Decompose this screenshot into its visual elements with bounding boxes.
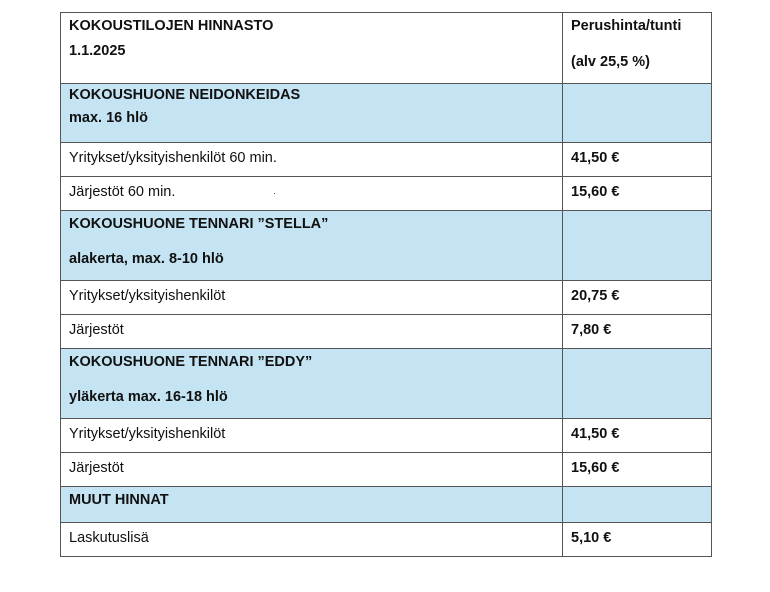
row-label: Järjestöt bbox=[69, 460, 124, 476]
row-label: Yritykset/yksityishenkilöt bbox=[69, 288, 226, 304]
row-price: 41,50 € bbox=[571, 426, 620, 442]
section-row-eddy bbox=[61, 349, 712, 419]
section-row-stella bbox=[61, 211, 712, 281]
row-label: Järjestöt bbox=[69, 322, 124, 338]
vat-note: (alv 25,5 %) bbox=[571, 54, 650, 70]
section-row-neidonkeidas bbox=[61, 84, 712, 143]
row-price: 7,80 € bbox=[571, 322, 612, 338]
section-detail: alakerta, max. 8-10 hlö bbox=[69, 251, 224, 267]
section-empty-cell bbox=[563, 84, 712, 143]
row-label: Yritykset/yksityishenkilöt bbox=[69, 426, 226, 442]
section-detail: yläkerta max. 16-18 hlö bbox=[69, 389, 228, 405]
stray-dot bbox=[274, 193, 275, 194]
section-name: MUUT HINNAT bbox=[69, 492, 169, 508]
table-row bbox=[61, 143, 712, 177]
row-label: Yritykset/yksityishenkilöt 60 min. bbox=[69, 150, 277, 166]
price-list-date: 1.1.2025 bbox=[69, 43, 126, 59]
section-name: KOKOUSHUONE TENNARI ”STELLA” bbox=[69, 216, 329, 232]
section-name: KOKOUSHUONE NEIDONKEIDAS bbox=[69, 87, 301, 103]
price-column-heading: Perushinta/tunti bbox=[571, 18, 682, 34]
row-label: Laskutuslisä bbox=[69, 530, 149, 546]
row-price: 5,10 € bbox=[571, 530, 612, 546]
table-row bbox=[61, 523, 712, 557]
table-row bbox=[61, 453, 712, 487]
row-label: Järjestöt 60 min. bbox=[69, 184, 176, 200]
section-name: KOKOUSHUONE TENNARI ”EDDY” bbox=[69, 354, 313, 370]
row-price: 15,60 € bbox=[571, 460, 620, 476]
header-title-cell bbox=[61, 13, 563, 84]
table-row bbox=[61, 419, 712, 453]
table-row bbox=[61, 315, 712, 349]
section-detail: max. 16 hlö bbox=[69, 110, 148, 126]
row-price: 20,75 € bbox=[571, 288, 620, 304]
table-header-row bbox=[61, 13, 712, 84]
table-row bbox=[61, 281, 712, 315]
section-empty-cell bbox=[563, 211, 712, 281]
row-price: 41,50 € bbox=[571, 150, 620, 166]
header-price-cell bbox=[563, 13, 712, 84]
section-empty-cell bbox=[563, 349, 712, 419]
price-list-title: KOKOUSTILOJEN HINNASTO bbox=[69, 18, 274, 34]
row-price: 15,60 € bbox=[571, 184, 620, 200]
table-row bbox=[61, 177, 712, 211]
section-row-muut-hinnat bbox=[61, 487, 712, 523]
section-empty-cell bbox=[563, 487, 712, 523]
price-table bbox=[60, 12, 712, 557]
